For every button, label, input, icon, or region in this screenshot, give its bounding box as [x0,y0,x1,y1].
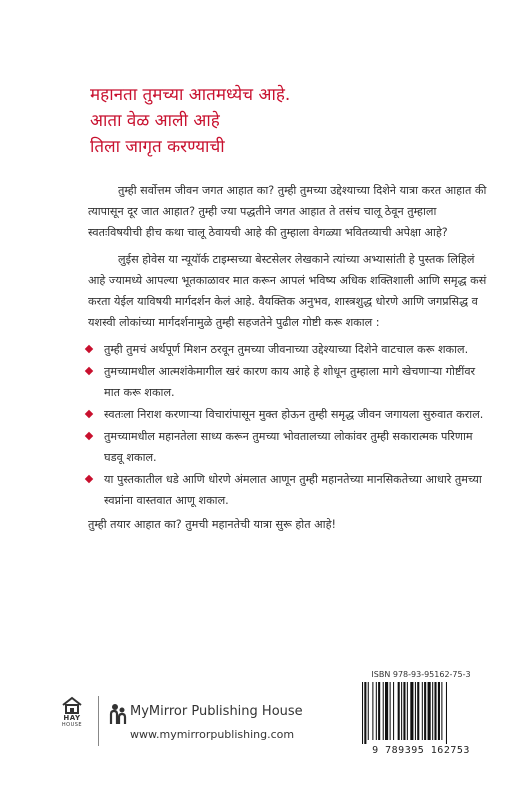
bullet-icon [85,475,93,483]
blurb-paragraph-2: लुईस होवेस या न्यूयॉर्क टाइम्सच्या बेस्टसेलर लेखकाने त्यांच्या अभ्यासांती हे पुस्तक लिहिलं आहे ज्यामध्ये आपल्या भूतकाळावर मात करून आपलं भविष्य अधिक शक्तिशाली आणि समृद्ध कसं करता येईल याविषयी मार्गदर्शन केलं आहे. वैयक्तिक अनुभव, शास्त्रशुद्ध धोरणे आणि जगप्रसिद्ध व यशस्वी लोकांच्या मार्गदर्शनामुळे तुम्ही सहजतेने पुढील गोष्टी करू शकाल : [88,253,487,329]
benefit-text: तुमच्यामधील आत्मशंकेमागील खरं कारण काय आहे हे शोधून तुम्हाला मागे खेचणाऱ्या गोष्टींवर मात करू शकाल. [104,365,476,399]
back-cover-footer [0,660,519,800]
publisher-url[interactable]: www.mymirrorpublishing.com [130,728,295,741]
hay-house-logo [58,696,86,728]
benefit-text: या पुस्तकातील धडे आणि धोरणे अंमलात आणून तुम्ही महानतेच्या मानसिकतेच्या आधारे तुमच्या स्वप्नांना वास्तवात आणू शकाल. [104,473,482,507]
barcode-digits: 9 789395 162753 [372,745,470,756]
benefit-text: स्वतःला निराश करणाऱ्या विचारांपासून मुक्त होऊन तुम्ही समृद्ध जीवन जगायला सुरुवात कराल. [104,408,484,421]
benefit-item [88,339,488,360]
benefits-list [88,339,488,511]
headline-line-3: तिला जागृत करण्याची [90,137,225,157]
headline-line-2: आता वेळ आली आहे [90,111,220,131]
benefit-text: तुम्ही तुमचं अर्थपूर्ण मिशन ठरवून तुमच्या जीवनाच्या उद्देश्याच्या दिशेने वाटचाल करू शकाल. [104,343,469,356]
benefit-text: तुमच्यामधील महानतेला साध्य करून तुमच्या भोवतालच्या लोकांवर तुम्ही सकारात्मक परिणाम घडवू शकाल. [104,430,473,464]
benefit-item [88,469,488,511]
mymirror-logo-icon [108,702,128,726]
isbn-barcode [355,670,487,770]
bullet-icon [85,345,93,353]
benefit-item [88,361,488,403]
headline-line-1: महानता तुमच्या आतमध्येच आहे. [90,85,291,105]
benefit-item [88,404,488,425]
closing-line: तुम्ही तयार आहात का? तुमची महानतेची यात्रा सुरू होत आहे! [88,518,336,531]
hay-house-logo-sub: HOUSE [61,722,83,728]
house-icon [61,696,83,714]
bullet-icon [85,410,93,418]
benefit-item [88,426,488,468]
blurb-paragraph-1: तुम्ही सर्वोत्तम जीवन जगत आहात का? तुम्ही तुमच्या उद्देश्याच्या दिशेने यात्रा करत आहात की त्यापासून दूर जात आहात? तुम्ही ज्या पद्धतीने जगत आहात ते तसंच चालू ठेवून तुम्हाला स्वतःविषयीची हीच कथा चालू ठेवायची आहे की तुम्हाला वेगळ्या भवितव्याची अपेक्षा आहे? [88,184,487,239]
logo-divider [98,696,99,746]
barcode-icon [360,682,482,744]
isbn-label: ISBN 978-93-95162-75-3 [371,670,471,679]
headline [90,82,490,160]
bullet-icon [85,432,93,440]
hay-house-logo-text: HAY [63,714,81,722]
blurb-body [88,180,488,535]
bullet-icon [85,367,93,375]
publisher-name: MyMirror Publishing House [130,704,303,719]
